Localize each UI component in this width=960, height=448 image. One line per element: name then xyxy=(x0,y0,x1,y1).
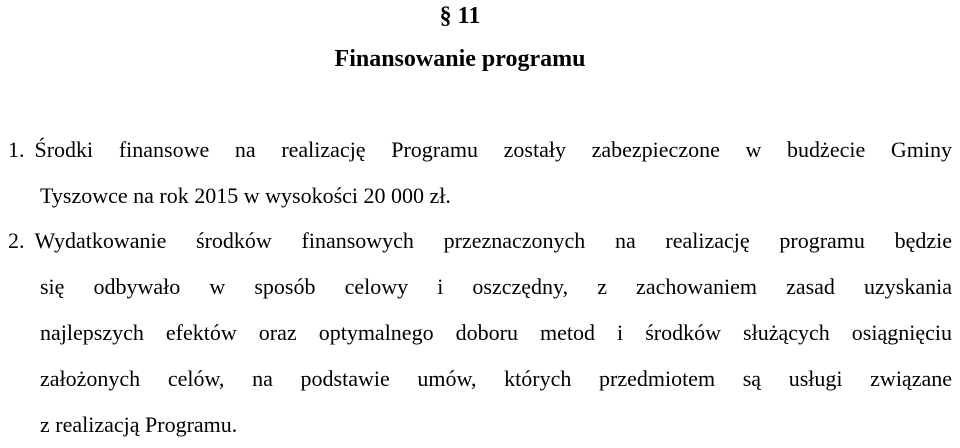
list-item-1 xyxy=(8,127,952,219)
item-2-line-1 xyxy=(8,218,952,264)
item-2-line-5: z realizacją Programu. xyxy=(40,412,238,437)
item-2-number: 2. xyxy=(8,228,25,253)
item-1-line-1-text: Środki finansowe na realizację Programu zostały zabezpieczone w budżecie Gminy xyxy=(34,137,952,162)
item-2-line-3: najlepszych efektów oraz optymalnego doboru metod i środków służących osiągnięciu xyxy=(40,320,952,345)
item-2-line-1-text: Wydatkowanie środków finansowych przeznaczonych na realizację programu będzie xyxy=(34,228,952,253)
item-1-line-1 xyxy=(8,127,952,173)
item-1-line-2: Tyszowce na rok 2015 w wysokości 20 000 zł. xyxy=(40,183,451,208)
section-title: Finansowanie programu xyxy=(334,46,586,72)
item-1-number: 1. xyxy=(8,137,25,162)
list-item-2 xyxy=(8,218,952,448)
section-number: § 11 xyxy=(439,3,481,29)
item-2-line-4: założonych celów, na podstawie umów, których przedmiotem są usługi związane xyxy=(40,366,952,391)
item-2-line-2: się odbywało w sposób celowy i oszczędny, z zachowaniem zasad uzyskania xyxy=(40,274,952,299)
